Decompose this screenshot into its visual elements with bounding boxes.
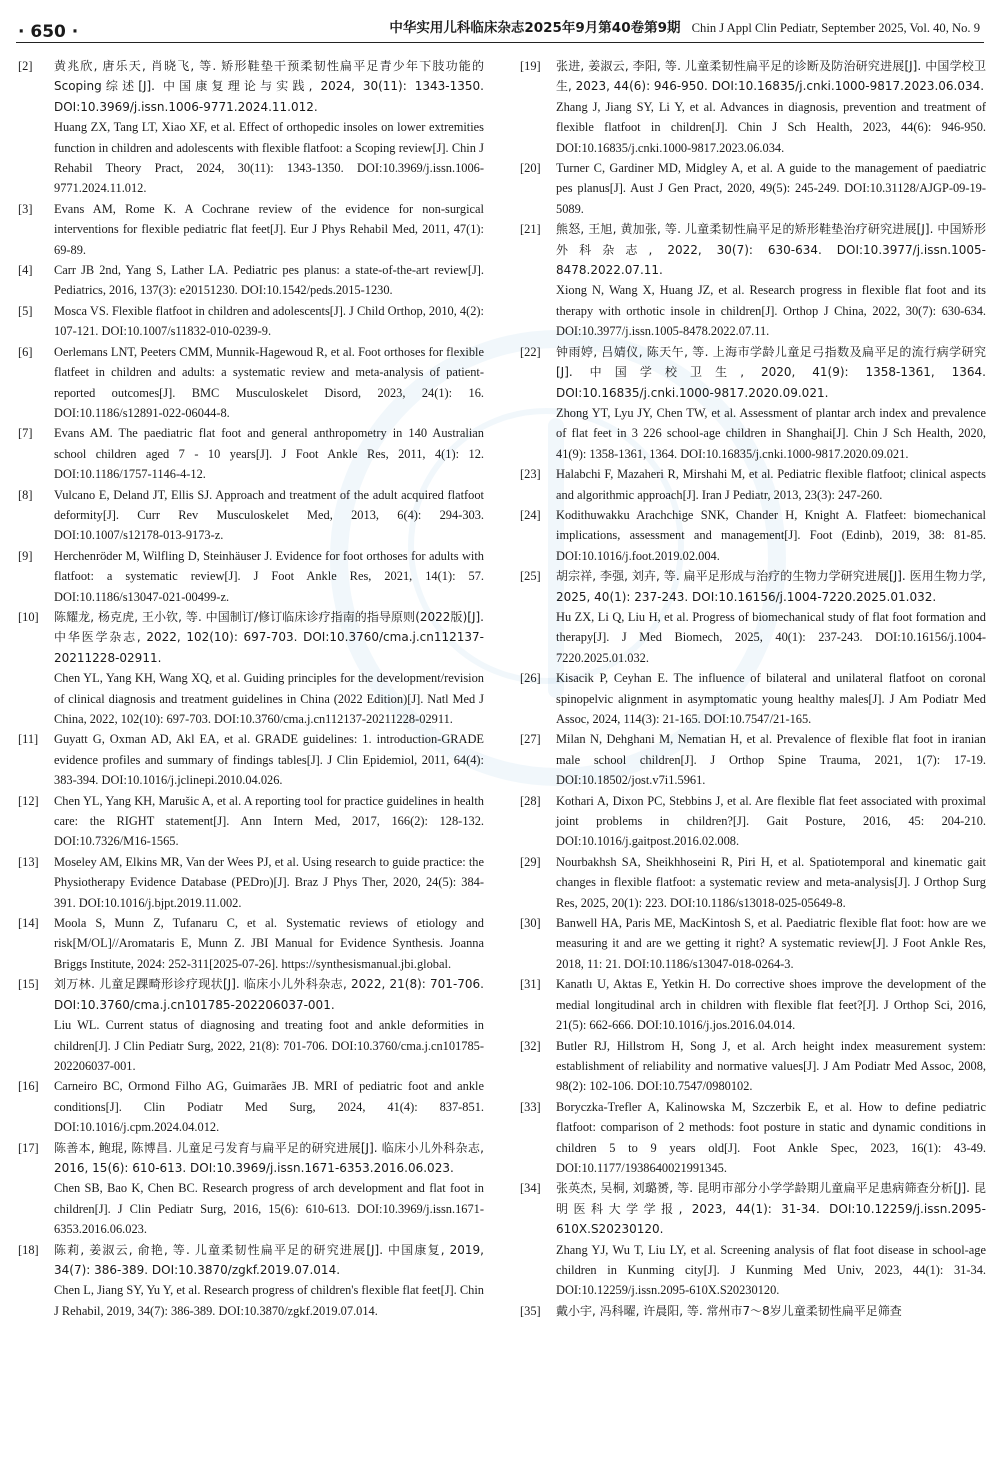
reference-text-en: Zhang J, Jiang SY, Li Y, et al. Advances in diagnosis, prevention and treatment of flexible flatfoot in children[J]. Chin J Sch Health, 2023, 44(6): 946-950. DOI:10.16835/j.cnki.1000-9817.2023.06.034.	[556, 99, 986, 155]
reference-entry	[18, 423, 484, 484]
reference-index: [2]	[18, 59, 33, 73]
reference-entry	[520, 464, 986, 505]
reference-entry	[18, 852, 484, 913]
reference-entry	[520, 668, 986, 729]
reference-index: [12]	[18, 793, 39, 808]
reference-index: [13]	[18, 854, 39, 869]
reference-entry	[520, 158, 986, 219]
reference-text-en: Boryczka-Trefler A, Kalinowska M, Szczerbik E, et al. How to define pediatric flatfoot: comparison of 2 methods: foot posture in static and dynamic conditions in children 5 to 9 years old[J]. Foot Ankle Spec, 2023, 16(1): 43-49. DOI:10.1177/1938640021991345.	[556, 1099, 986, 1175]
reference-text-en: Carneiro BC, Ormond Filho AG, Guimarães JB. MRI of pediatric foot and ankle conditions[J]. Clin Podiatr Med Surg, 2024, 41(4): 837-851. DOI:10.1016/j.cpm.2024.04.012.	[54, 1079, 484, 1135]
reference-index: [19]	[520, 59, 541, 73]
reference-text-en: Zhang YJ, Wu T, Liu LY, et al. Screening analysis of flat foot disease in school-age children in Kunming city[J]. J Kunming Med Univ, 2023, 44(1): 31-34. DOI:10.12259/j.issn.2095-610X.S20230120.	[556, 1242, 986, 1298]
reference-index: [3]	[18, 201, 33, 216]
reference-entry	[520, 913, 986, 974]
reference-text-en: Chen YL, Yang KH, Marušic A, et al. A reporting tool for practice guidelines in health care: the RIGHT statement[J]. Ann Intern Med, 2017, 166(2): 128-132. DOI:10.7326/M16-1565.	[54, 793, 484, 849]
reference-text-en: Xiong N, Wang X, Huang JZ, et al. Research progress in flexible flat foot and its therapy with orthotic insole in children[J]. Orthop J China, 2022, 30(7): 630-634. DOI:10.3977/j.issn.1005-8478.2022.07.11.	[556, 283, 986, 339]
reference-column-left	[18, 56, 484, 1321]
reference-text-en: Halabchi F, Mazaheri R, Mirshahi M, et al. Pediatric flexible flatfoot; clinical aspects and algorithmic approach[J]. Iran J Pediatr, 2013, 23(3): 247-260.	[556, 467, 986, 502]
reference-entry	[18, 485, 484, 546]
reference-index: [7]	[18, 426, 33, 441]
reference-index: [25]	[520, 569, 541, 584]
reference-text-cn: 张英杰, 吴桐, 刘璐赟, 等. 昆明市部分小学学龄期儿童扁平足患病筛查分析[J]. 昆明医科大学学报, 2023, 44(1): 31-34. DOI:10.12259/j.issn.2095-610X.S20230120.	[556, 1181, 986, 1237]
reference-index: [17]	[18, 1140, 39, 1155]
reference-text-en: Mosca VS. Flexible flatfoot in children and adolescents[J]. J Child Orthop, 2010, 4(2): 107-121. DOI:10.1007/s11832-010-0239-9.	[54, 303, 484, 339]
reference-index: [11]	[18, 732, 39, 747]
reference-text-en: Evans AM. The paediatric flat foot and general anthropometry in 140 Australian school children aged 7 - 10 years[J]. J Foot Ankle Res, 2011, 4(1): 12. DOI:10.1186/1757-1146-4-12.	[54, 426, 484, 482]
page-header	[16, 12, 984, 43]
reference-index: [10]	[18, 609, 39, 624]
reference-entry	[18, 56, 484, 199]
reference-entry	[18, 974, 484, 1076]
reference-index: [14]	[18, 916, 39, 931]
reference-index: [30]	[520, 916, 541, 931]
reference-entry	[18, 1076, 484, 1137]
reference-text-cn: 张进, 姜淑云, 李阳, 等. 儿童柔韧性扁平足的诊断及防治研究进展[J]. 中国学校卫生, 2023, 44(6): 946-950. DOI:10.16835/j.cnki.1000-9817.2023.06.034.	[556, 59, 986, 94]
running-head-en: Chin J Appl Clin Pediatr, September 2025, Vol. 40, No. 9	[691, 21, 980, 35]
reference-text-en: Banwell HA, Paris ME, MacKintosh S, et al. Paediatric flexible flat foot: how are we measuring it and are we getting it right? A systematic review[J]. J Foot Ankle Res, 2018, 11: 21. DOI:10.1186/s13047-018-0264-3.	[556, 916, 986, 971]
reference-text-en: Milan N, Dehghani M, Nematian H, et al. Prevalence of flexible flat foot in iranian male school children[J]. J Orthop Spine Trauma, 2021, 1(7): 17-19. DOI:10.18502/jost.v7i1.5961.	[556, 732, 986, 788]
reference-entry	[520, 1178, 986, 1300]
reference-text-en: Hu ZX, Li Q, Liu H, et al. Progress of biomechanical study of flat foot formation and therapy[J]. J Med Biomech, 2025, 40(1): 237-243. DOI:10.16156/j.1004-7220.2025.01.032.	[556, 609, 986, 665]
reference-entry	[18, 791, 484, 852]
reference-index: [18]	[18, 1242, 39, 1257]
reference-entry	[520, 566, 986, 668]
reference-index: [29]	[520, 854, 541, 869]
reference-text-cn: 熊怒, 王旭, 黄加张, 等. 儿童柔韧性扁平足的矫形鞋垫治疗研究进展[J]. 中国矫形外科杂志, 2022, 30(7): 630-634. DOI:10.3977/j.issn.1005-8478.2022.07.11.	[556, 222, 986, 278]
reference-entry	[520, 852, 986, 913]
reference-index: [31]	[520, 977, 541, 992]
reference-text-cn: 陈耀龙, 杨克虎, 王小钦, 等. 中国制订/修订临床诊疗指南的指导原则(2022版)[J]. 中华医学杂志, 2022, 102(10): 697-703. DOI:10.3760/cma.j.cn112137-20211228-02911.	[54, 609, 484, 665]
reference-entry	[18, 546, 484, 607]
reference-entry	[520, 505, 986, 566]
reference-text-en: Vulcano E, Deland JT, Ellis SJ. Approach and treatment of the adult acquired flatfoot deformity[J]. Curr Rev Musculoskelet Med, 2013, 6(4): 294-303. DOI:10.1007/s12178-013-9173-z.	[54, 487, 484, 543]
reference-column-right	[520, 56, 986, 1321]
reference-index: [4]	[18, 263, 33, 278]
reference-text-en: Moola S, Munn Z, Tufanaru C, et al. Systematic reviews of etiology and risk[M/OL]//Aromataris E, Munn Z. JBI Manual for Evidence Synthesis. Joanna Briggs Institute, 2024: 252-311[2025-07-26]. https://synthesismanual.jbi.global.	[54, 916, 484, 971]
reference-text-en: Carr JB 2nd, Yang S, Lather LA. Pediatric pes planus: a state-of-the-art review[J]. Pediatrics, 2016, 137(3): e20151230. DOI:10.1542/peds.2015-1230.	[54, 263, 484, 298]
reference-text-en: Kisacik P, Ceyhan E. The influence of bilateral and unilateral flatfoot on coronal spinopelvic alignment in asymptomatic young healthy males[J]. J Am Podiatr Med Assoc, 2024, 114(3): 21-165. DOI:10.7547/21-165.	[556, 671, 986, 726]
reference-entry	[520, 342, 986, 464]
reference-index: [32]	[520, 1038, 541, 1053]
reference-text-cn: 黄兆欣, 唐乐天, 肖晓飞, 等. 矫形鞋垫干预柔韧性扁平足青少年下肢功能的Scoping综述[J]. 中国康复理论与实践, 2024, 30(11): 1343-1350. DOI:10.3969/j.issn.1006-9771.2024.11.012.	[54, 59, 484, 114]
reference-index: [22]	[520, 344, 541, 359]
reference-index: [35]	[520, 1303, 541, 1318]
reference-text-en: Huang ZX, Tang LT, Xiao XF, et al. Effect of orthopedic insoles on lower extremities function in children and adolescents with flexible flatfoot: a Scoping review[J]. Chin J Rehabil Theory Pract, 2024, 30(11): 1343-1350. DOI:10.3969/j.issn.1006-9771.2024.11.012.	[54, 120, 484, 196]
reference-entry	[18, 913, 484, 974]
reference-text-en: Kanatlı U, Aktas E, Yetkin H. Do corrective shoes improve the development of the medial longitudinal arch in children with flexible flat feet?[J]. J Orthop Sci, 2016, 21(5): 662-666. DOI:10.1016/j.jos.2016.04.014.	[556, 977, 986, 1033]
reference-text-en: Evans AM, Rome K. A Cochrane review of the evidence for non-surgical interventions for flexible pediatric flat feet[J]. Eur J Phys Rehabil Med, 2011, 47(1): 69-89.	[54, 201, 484, 257]
reference-index: [21]	[520, 222, 541, 237]
reference-index: [5]	[18, 303, 33, 318]
reference-text-en: Chen YL, Yang KH, Wang XQ, et al. Guiding principles for the development/revision of clinical diagnosis and treatment guidelines in China (2022 Edition)[J]. Natl Med J China, 2022, 102(10): 697-703. DOI:10.3760/cma.j.cn112137-20211228-02911.	[54, 671, 484, 726]
reference-index: [9]	[18, 548, 33, 563]
reference-entry	[18, 729, 484, 790]
reference-text-en: Guyatt G, Oxman AD, Akl EA, et al. GRADE guidelines: 1. introduction-GRADE evidence profiles and summary of findings tables[J]. J Clin Epidemiol, 2011, 64(4): 383-394. DOI:10.1016/j.jclinepi.2010.04.026.	[54, 732, 484, 788]
reference-entry	[18, 199, 484, 260]
running-head	[389, 16, 980, 36]
reference-entry	[18, 342, 484, 424]
reference-entry	[18, 301, 484, 342]
reference-entry	[520, 729, 986, 790]
reference-index: [33]	[520, 1099, 541, 1114]
reference-entry	[18, 1138, 484, 1240]
reference-text-en: Herchenröder M, Wilfling D, Steinhäuser J. Evidence for foot orthoses for adults with flatfoot: a systematic review[J]. J Foot Ankle Res, 2021, 14(1): 57. DOI:10.1186/s13047-021-00499-z.	[54, 548, 484, 604]
reference-index: [24]	[520, 507, 541, 522]
reference-text-cn: 刘万林. 儿童足踝畸形诊疗现状[J]. 临床小儿外科杂志, 2022, 21(8): 701-706. DOI:10.3760/cma.j.cn101785-202206037-001.	[54, 977, 484, 1012]
reference-index: [20]	[520, 161, 541, 176]
reference-entry	[520, 1097, 986, 1179]
reference-entry	[18, 1240, 484, 1322]
reference-text-en: Oerlemans LNT, Peeters CMM, Munnik-Hagewoud R, et al. Foot orthoses for flexible flatfeet in children and adults: a systematic review and meta-analysis of patient-reported outcomes[J]. BMC Musculoskelet Disord, 2023, 24(1): 16. DOI:10.1186/s12891-022-06044-8.	[54, 344, 484, 420]
reference-text-en: Turner C, Gardiner MD, Midgley A, et al. A guide to the management of paediatric pes planus[J]. Aust J Gen Pract, 2020, 49(5): 245-249. DOI:10.31128/AJGP-09-19-5089.	[556, 161, 986, 216]
reference-entry	[520, 1301, 986, 1321]
running-head-cn: 中华实用儿科临床杂志2025年9月第40卷第9期	[389, 20, 681, 36]
reference-text-en: Kothari A, Dixon PC, Stebbins J, et al. Are flexible flat feet associated with proximal joint problems in children?[J]. Gait Posture, 2016, 45: 204-210. DOI:10.1016/j.gaitpost.2016.02.008.	[556, 793, 986, 849]
reference-index: [28]	[520, 793, 541, 808]
reference-entry	[520, 56, 986, 158]
reference-text-en: Chen SB, Bao K, Chen BC. Research progress of arch development and flat foot in children[J]. J Clin Pediatr Surg, 2016, 15(6): 610-613. DOI:10.3969/j.issn.1671-6353.2016.06.023.	[54, 1181, 484, 1237]
reference-index: [8]	[18, 487, 33, 502]
reference-index: [15]	[18, 977, 39, 992]
reference-entry	[520, 791, 986, 852]
reference-index: [34]	[520, 1181, 541, 1196]
reference-index: [27]	[520, 732, 541, 747]
reference-entry	[520, 1036, 986, 1097]
reference-text-en: Liu WL. Current status of diagnosing and treating foot and ankle deformities in children[J]. J Clin Pediatr Surg, 2022, 21(8): 701-706. DOI:10.3760/cma.j.cn101785-202206037-001.	[54, 1018, 484, 1073]
reference-index: [26]	[520, 671, 541, 686]
reference-text-en: Zhong YT, Lyu JY, Chen TW, et al. Assessment of plantar arch index and prevalence of flat feet in 3 226 school-age children in Shanghai[J]. Chin J Sch Health, 2020, 41(9): 1358-1361, 1364. DOI:10.16835/j.cnki.1000-9817.2020.09.021.	[556, 405, 986, 461]
reference-entry	[520, 219, 986, 341]
reference-text-cn: 陈善本, 鲍琨, 陈博昌. 儿童足弓发育与扁平足的研究进展[J]. 临床小儿外科杂志, 2016, 15(6): 610-613. DOI:10.3969/j.issn.1671-6353.2016.06.023.	[54, 1140, 484, 1175]
reference-text-cn: 戴小宇, 冯科曜, 许晨阳, 等. 常州市7～8岁儿童柔韧性扁平足筛查	[556, 1303, 902, 1318]
reference-text-en: Kodithuwakku Arachchige SNK, Chander H, Knight A. Flatfeet: biomechanical implications, assessment and management[J]. Foot (Edinb), 2019, 38: 81-85. DOI:10.1016/j.foot.2019.02.004.	[556, 507, 986, 563]
reference-text-en: Butler RJ, Hillstrom H, Song J, et al. Arch height index measurement system: establishment of reliability and normative values[J]. J Am Podiatr Med Assoc, 2008, 98(2): 102-106. DOI:10.7547/0980102.	[556, 1038, 986, 1094]
reference-text-cn: 钟雨婷, 吕婧仪, 陈天午, 等. 上海市学龄儿童足弓指数及扁平足的流行病学研究[J]. 中国学校卫生, 2020, 41(9): 1358-1361, 1364. DOI:10.16835/j.cnki.1000-9817.2020.09.021.	[556, 344, 986, 400]
reference-entry	[18, 607, 484, 729]
reference-index: [16]	[18, 1079, 39, 1094]
reference-entry	[520, 974, 986, 1035]
reference-text-en: Chen L, Jiang SY, Yu Y, et al. Research progress of children's flexible flat feet[J]. Chin J Rehabil, 2019, 34(7): 386-389. DOI:10.3870/zgkf.2019.07.014.	[54, 1283, 484, 1318]
reference-text-en: Nourbakhsh SA, Sheikhhoseini R, Piri H, et al. Spatiotemporal and kinematic gait changes in flexible flatfoot: a systematic review and meta-analysis[J]. J Orthop Surg Res, 2025, 20(1): 223. DOI:10.1186/s13018-025-05649-8.	[556, 854, 986, 910]
reference-index: [6]	[18, 344, 33, 359]
reference-entry	[18, 260, 484, 301]
reference-text-en: Moseley AM, Elkins MR, Van der Wees PJ, et al. Using research to guide practice: the Physiotherapy Evidence Database (PEDro)[J]. Braz J Phys Ther, 2020, 24(5): 384-391. DOI:10.1016/j.bjpt.2019.11.002.	[54, 854, 484, 910]
reference-text-cn: 胡宗祥, 李强, 刘卉, 等. 扁平足形成与治疗的生物力学研究进展[J]. 医用生物力学, 2025, 40(1): 237-243. DOI:10.16156/j.1004-7220.2025.01.032.	[556, 569, 986, 604]
page-number: · 650 ·	[18, 22, 79, 42]
reference-text-cn: 陈莉, 姜淑云, 俞艳, 等. 儿童柔韧性扁平足的研究进展[J]. 中国康复, 2019, 34(7): 386-389. DOI:10.3870/zgkf.2019.07.014.	[54, 1242, 484, 1277]
reference-index: [23]	[520, 467, 541, 482]
